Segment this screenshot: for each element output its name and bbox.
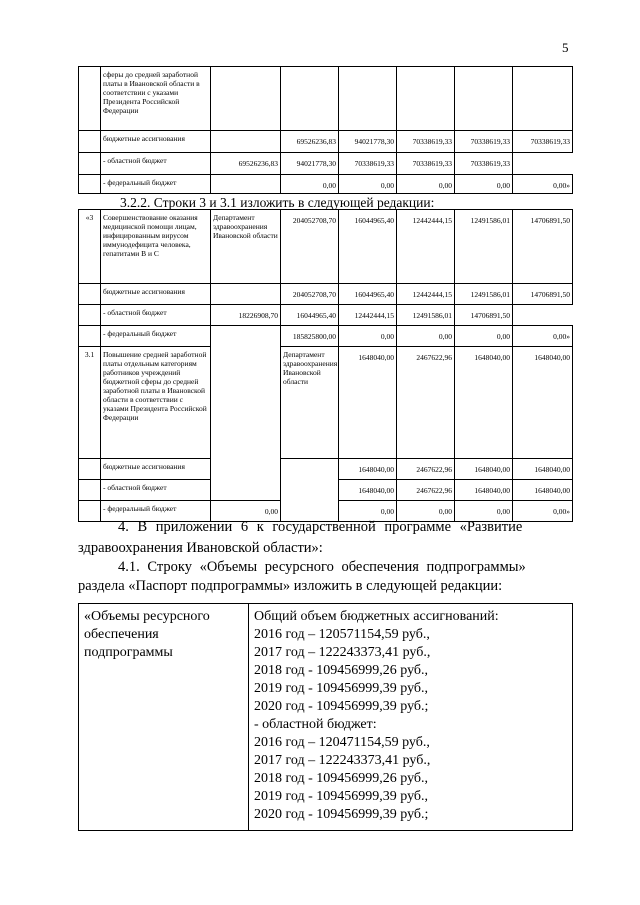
row-number-cell — [79, 305, 101, 326]
row-name-cell: - областной бюджет — [101, 305, 211, 326]
resources-value-line: 2016 год – 120471154,59 руб., — [254, 735, 430, 750]
value-cell: 0,00 — [339, 175, 397, 194]
value-cell — [455, 67, 513, 131]
value-cell: 70338619,33 — [455, 153, 513, 175]
executor-cell: Департамент здравоохранения Ивановской области — [281, 347, 339, 459]
value-cell: 0,00 — [281, 175, 339, 194]
value-cell: 70338619,33 — [397, 153, 455, 175]
value-cell: 0,00 — [211, 501, 281, 522]
value-cell — [513, 67, 573, 131]
value-cell: 70338619,33 — [397, 131, 455, 153]
value-cell: 1648040,00 — [339, 347, 397, 459]
value-cell: 0,00 — [339, 501, 397, 522]
value-cell: 70338619,33 — [455, 131, 513, 153]
resources-value-line: 2018 год - 109456999,26 руб., — [254, 663, 429, 678]
executor-cell — [211, 175, 281, 194]
resources-label-line: подпрограммы — [84, 645, 173, 660]
value-cell — [281, 67, 339, 131]
value-cell: 204052708,70 — [281, 284, 339, 305]
paragraph-4-1-line2: раздела «Паспорт подпрограммы» изложить в следующей редакции: — [78, 578, 503, 594]
row-name-cell: - федеральный бюджет — [101, 326, 211, 347]
resources-value-line: 2020 год - 109456999,39 руб.; — [254, 699, 429, 714]
row-name-cell: бюджетные ассигнования — [101, 284, 211, 305]
row-number-cell — [79, 67, 101, 131]
resources-value-line: 2017 год – 122243373,41 руб., — [254, 753, 431, 768]
table-row — [79, 131, 573, 153]
table-row — [79, 305, 573, 326]
resources-value-line: 2019 год - 109456999,39 руб., — [254, 681, 429, 696]
row-name-cell: - областной бюджет — [101, 480, 211, 501]
resources-value-line: 2016 год – 120571154,59 руб., — [254, 627, 430, 642]
value-cell: 16044965,40 — [281, 305, 339, 326]
resources-table — [78, 603, 573, 831]
resources-value-line: 2019 год - 109456999,39 руб., — [254, 789, 429, 804]
section-subheading: 3.2.2. Строки 3 и 3.1 изложить в следующей редакции: — [120, 195, 435, 210]
executor-cell — [211, 284, 281, 305]
resources-label-line: обеспечения — [84, 627, 159, 642]
table-row — [79, 175, 573, 194]
resources-value-line: Общий объем бюджетных ассигнований: — [254, 609, 499, 624]
value-cell: 18226908,70 — [211, 305, 281, 326]
value-cell: 0,00 — [397, 175, 455, 194]
paragraph-4-line1: 4. В приложении 6 к государственной программе «Развитие — [118, 519, 523, 535]
row-name-cell: Совершенствование оказания медицинской помощи лицам, инфицированным вирусом иммунодефицита человека, гепатитами B и C — [101, 210, 211, 284]
paragraph-4-line2: здравоохранения Ивановской области»: — [78, 540, 323, 556]
resources-label-line: «Объемы ресурсного — [84, 609, 210, 624]
executor-cell: Департамент здравоохранения Ивановской области — [211, 210, 281, 284]
resources-label-cell — [79, 604, 249, 831]
value-cell: 16044965,40 — [339, 210, 397, 284]
row-number-cell — [79, 131, 101, 153]
resources-value-line: 2020 год - 109456999,39 руб.; — [254, 807, 429, 822]
value-cell: 12442444,15 — [397, 284, 455, 305]
value-cell: 0,00 — [397, 501, 455, 522]
value-cell: 1648040,00 — [455, 480, 513, 501]
row-number-cell — [79, 284, 101, 305]
value-cell: 1648040,00 — [513, 480, 573, 501]
row-name-cell: - федеральный бюджет — [101, 501, 211, 522]
value-cell: 14706891,50 — [513, 284, 573, 305]
table-row — [79, 210, 573, 284]
value-cell: 12491586,01 — [397, 305, 455, 326]
value-cell: 70338619,33 — [339, 153, 397, 175]
value-cell: 1648040,00 — [455, 347, 513, 459]
value-cell: 69526236,83 — [281, 131, 339, 153]
row-name-cell: - федеральный бюджет — [101, 175, 211, 194]
executor-cell — [211, 326, 281, 501]
row-number-cell — [79, 175, 101, 194]
value-cell: 1648040,00 — [455, 459, 513, 480]
value-cell: 94021778,30 — [281, 153, 339, 175]
row-name-cell: Повышение средней заработной платы отдельным категориям работников учреждений бюджетной сферы до средней заработной платы в Ивановской области в соответствии с указами Президента Российской Федерации — [101, 347, 211, 459]
value-cell: 94021778,30 — [339, 131, 397, 153]
value-cell — [397, 67, 455, 131]
table-row — [79, 67, 573, 131]
value-cell: 14706891,50 — [455, 305, 513, 326]
executor-cell — [281, 459, 339, 522]
value-cell: 1648040,00 — [339, 480, 397, 501]
value-cell: 0,00» — [513, 501, 573, 522]
value-cell: 1648040,00 — [513, 459, 573, 480]
value-cell: 2467622,96 — [397, 480, 455, 501]
row-name-cell: бюджетные ассигнования — [101, 459, 211, 480]
row-name-cell: - областной бюджет — [101, 153, 211, 175]
table-row — [79, 347, 573, 459]
value-cell: 69526236,83 — [211, 153, 281, 175]
page-number: 5 — [562, 40, 569, 55]
row-number-cell — [79, 501, 101, 522]
value-cell: 0,00 — [397, 326, 455, 347]
value-cell: 0,00 — [455, 501, 513, 522]
value-cell: 1648040,00 — [513, 347, 573, 459]
value-cell: 1648040,00 — [339, 459, 397, 480]
value-cell — [339, 67, 397, 131]
funding-table-continuation — [78, 66, 573, 194]
value-cell: 2467622,96 — [397, 459, 455, 480]
value-cell: 0,00 — [455, 175, 513, 194]
resources-values-cell — [249, 604, 573, 831]
table-row — [79, 284, 573, 305]
value-cell: 12491586,01 — [455, 210, 513, 284]
paragraph-4-1-line1: 4.1. Строку «Объемы ресурсного обеспечения подпрограммы» — [118, 559, 526, 575]
table-row — [79, 326, 573, 347]
value-cell: 204052708,70 — [281, 210, 339, 284]
row-number-cell: «3 — [79, 210, 101, 284]
funding-table-rows-3 — [78, 209, 573, 522]
value-cell: 0,00 — [339, 326, 397, 347]
value-cell: 14706891,50 — [513, 210, 573, 284]
table-row — [79, 153, 573, 175]
value-cell: 12491586,01 — [455, 284, 513, 305]
row-name-cell: сферы до средней заработной платы в Ивановской области в соответствии с указами Президента Российской Федерации — [101, 67, 211, 131]
table-row — [79, 459, 573, 480]
row-number-cell: 3.1 — [79, 347, 101, 459]
row-name-cell: бюджетные ассигнования — [101, 131, 211, 153]
value-cell: 0,00 — [455, 326, 513, 347]
value-cell: 12442444,15 — [339, 305, 397, 326]
value-cell: 70338619,33 — [513, 131, 573, 153]
resources-value-line: - областной бюджет: — [254, 717, 377, 732]
row-number-cell — [79, 326, 101, 347]
value-cell: 2467622,96 — [397, 347, 455, 459]
executor-cell — [211, 67, 281, 131]
row-number-cell — [79, 459, 101, 480]
value-cell: 0,00» — [513, 175, 573, 194]
executor-cell — [211, 131, 281, 153]
resources-value-line: 2018 год - 109456999,26 руб., — [254, 771, 429, 786]
row-number-cell — [79, 153, 101, 175]
value-cell: 16044965,40 — [339, 284, 397, 305]
row-number-cell — [79, 480, 101, 501]
value-cell: 185825800,00 — [281, 326, 339, 347]
value-cell: 12442444,15 — [397, 210, 455, 284]
resources-value-line: 2017 год – 122243373,41 руб., — [254, 645, 431, 660]
value-cell: 0,00» — [513, 326, 573, 347]
